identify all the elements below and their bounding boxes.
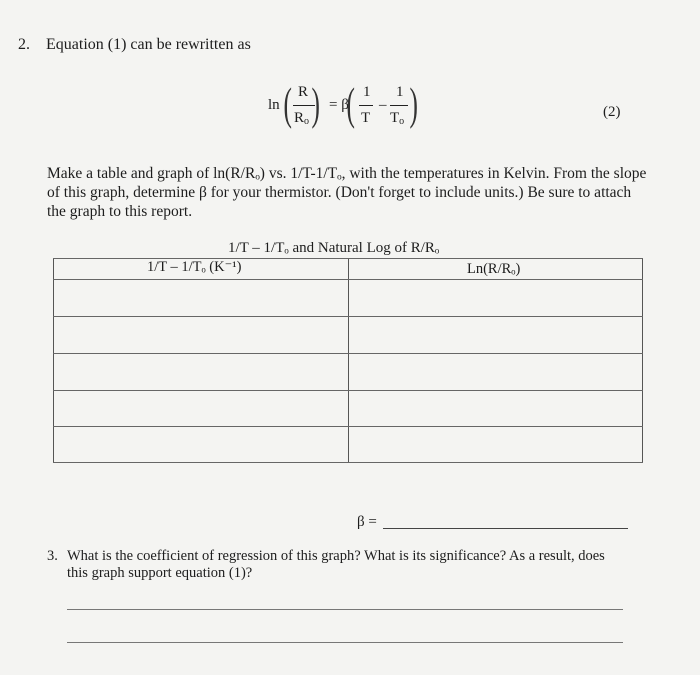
table-row-line <box>53 390 643 391</box>
numerator-one-a: 1 <box>363 84 371 100</box>
table-cell[interactable] <box>350 392 641 425</box>
right-paren-2: ) <box>409 78 418 129</box>
question-3-text: What is the coefficient of regression of this graph? What is its significance? As a result, does this graph support equation (1)? <box>67 548 605 581</box>
equation-ln: ln <box>268 97 280 113</box>
table-cell[interactable] <box>55 318 347 352</box>
table-border-left <box>53 258 54 463</box>
table-cell[interactable] <box>350 281 641 315</box>
question-2-text: Equation (1) can be rewritten as <box>46 36 251 53</box>
question-3-number: 3. <box>47 548 58 564</box>
left-paren: ( <box>283 78 292 129</box>
table-cell[interactable] <box>55 428 347 461</box>
question-2-number: 2. <box>18 36 30 53</box>
table-border-bottom <box>53 462 643 463</box>
table-row-line <box>53 316 643 317</box>
question-2 <box>18 36 251 54</box>
equation-2 <box>268 80 428 140</box>
denominator-T: T <box>361 110 371 126</box>
beta-answer-line[interactable] <box>383 528 628 529</box>
table-divider-middle <box>348 258 349 463</box>
table-cell[interactable] <box>55 392 347 425</box>
left-paren-2: ( <box>346 78 355 129</box>
table-row-line <box>53 279 643 280</box>
table-row-line <box>53 426 643 427</box>
column-header-inverse-temp: 1/T – 1/Tₒ (K⁻¹) <box>147 259 242 275</box>
table-row-line <box>53 353 643 354</box>
answer-line[interactable] <box>67 609 623 610</box>
denominator-T0: $T_o$ <box>390 110 405 127</box>
table-cell[interactable] <box>350 428 641 461</box>
equals-beta: = β <box>329 97 349 113</box>
table-cell[interactable] <box>55 355 347 389</box>
right-paren: ) <box>311 78 320 129</box>
table-cell[interactable] <box>55 281 347 315</box>
fraction-bar-2 <box>359 105 373 106</box>
minus-sign: – <box>379 97 387 113</box>
equation-number: (2) <box>603 104 621 120</box>
fraction-bar-3 <box>390 105 408 106</box>
instructions-paragraph: Make a table and graph of ln(R/Rₒ) vs. 1/T-1/Tₒ, with the temperatures in Kelvin. From the slope of this graph, determine β for your thermistor. (Don't forget to include units.) Be sure to attach the graph to this report. <box>47 165 647 220</box>
data-table <box>53 258 643 463</box>
column-header-ln-ratio: Ln(R/Rₒ) <box>467 261 521 277</box>
table-cell[interactable] <box>350 355 641 389</box>
table-border-top <box>53 258 643 259</box>
table-border-right <box>642 258 643 463</box>
equation-numerator-R: R <box>298 84 309 100</box>
table-caption: 1/T – 1/Tₒ and Natural Log of R/Rₒ <box>228 240 440 256</box>
table-cell[interactable] <box>350 318 641 352</box>
numerator-one-b: 1 <box>396 84 404 100</box>
equation-denominator-R0: $R_o$ <box>294 110 310 127</box>
answer-line[interactable] <box>67 642 623 643</box>
beta-label: β = <box>357 514 377 530</box>
